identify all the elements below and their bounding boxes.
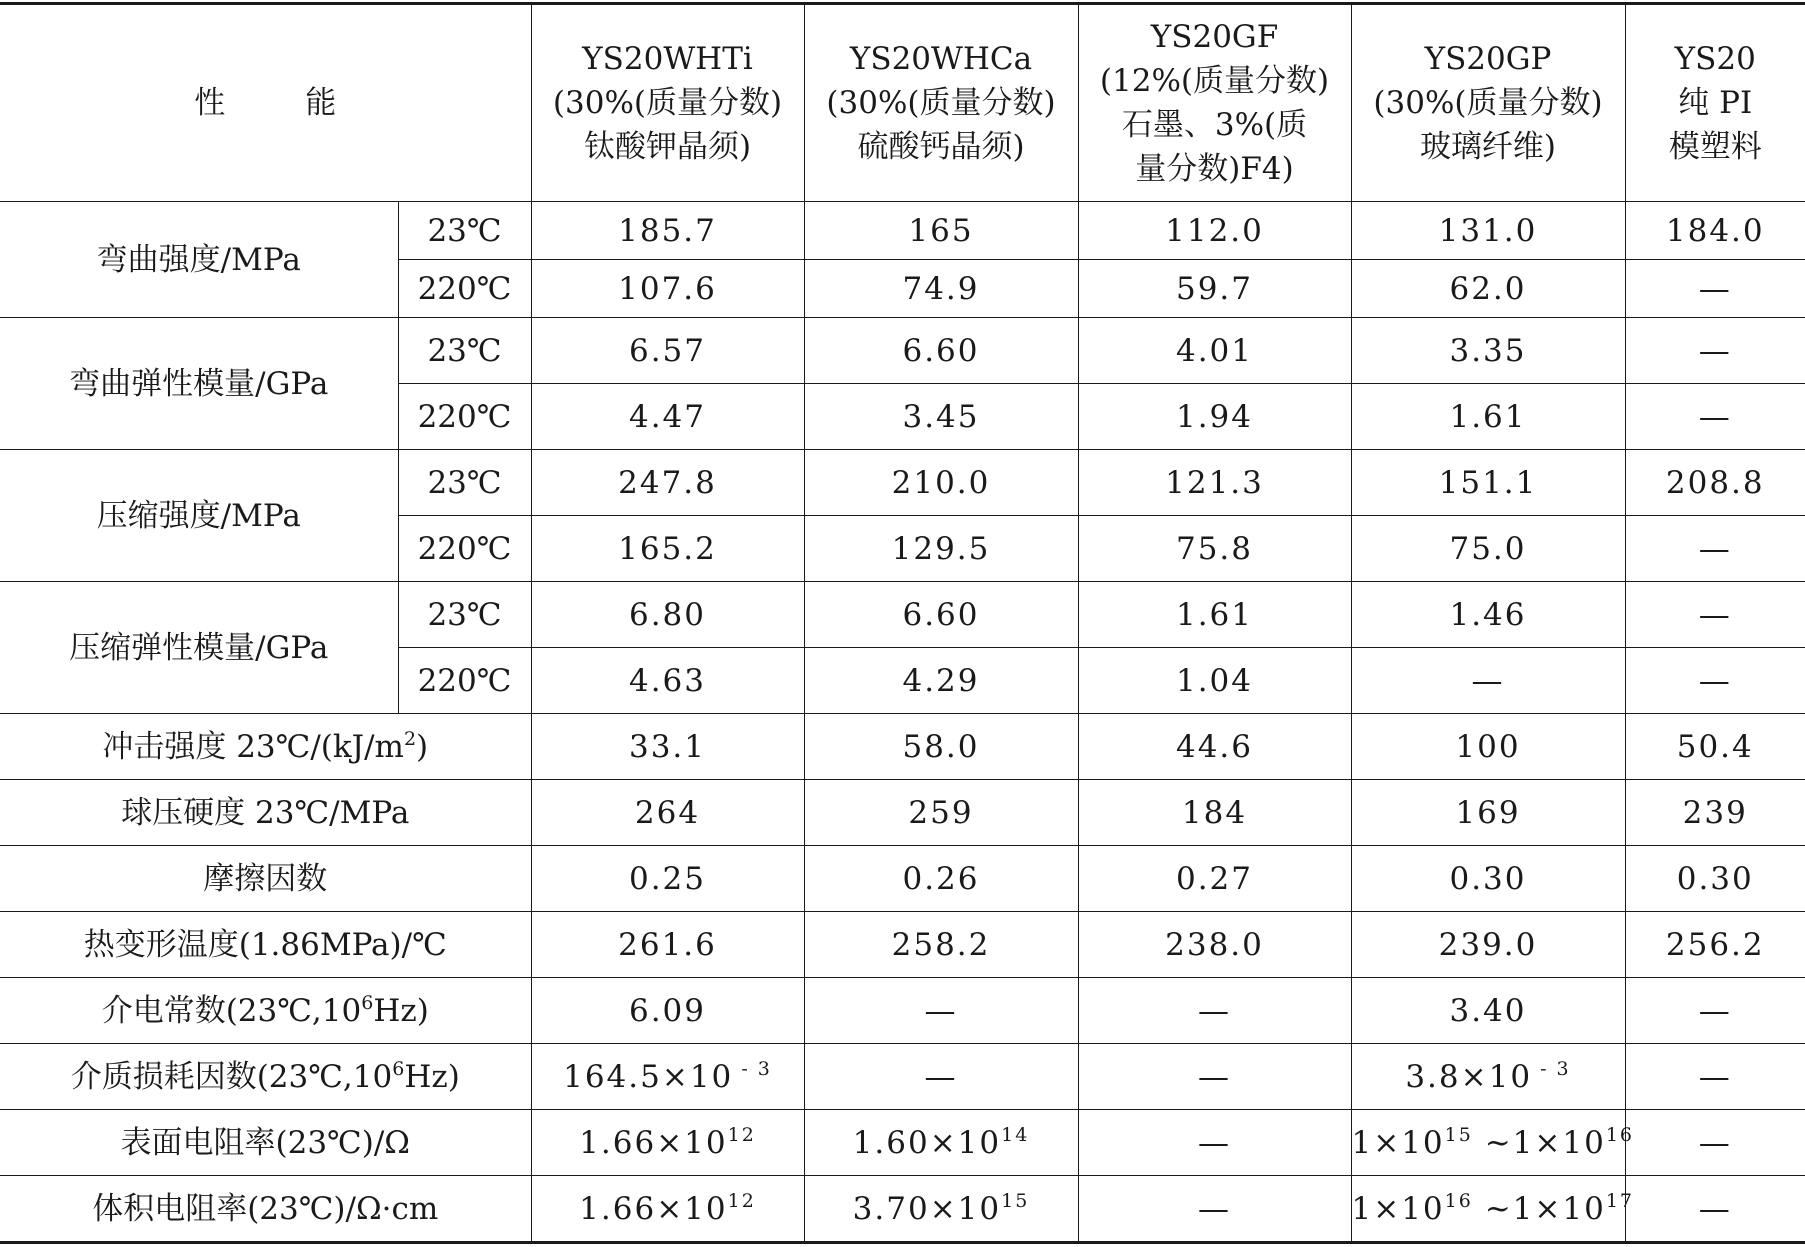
value-cell: 3.40 [1351, 978, 1625, 1044]
value-cell: 112.0 [1078, 202, 1351, 260]
value-cell: — [1625, 1044, 1805, 1110]
value-cell: 4.01 [1078, 318, 1351, 384]
value-cell: — [1625, 516, 1805, 582]
table-body [0, 202, 1805, 1243]
property-name: 介电常数$(23℃,10^6Hz)$ [0, 978, 531, 1044]
property-name: 热变形温度(1.86MPa)/℃ [0, 912, 531, 978]
value-cell: $1.66\times 10^{12}$ [531, 1176, 804, 1243]
property-name: 体积电阻率(23℃)/Ω·cm [0, 1176, 531, 1243]
value-cell: — [1078, 1110, 1351, 1176]
value-cell: — [804, 978, 1078, 1044]
header-col-4 [1351, 4, 1625, 202]
header-col-2-line: 硫酸钙晶须) [857, 129, 1025, 165]
header-col-5 [1625, 4, 1805, 202]
value-cell: 44.6 [1078, 714, 1351, 780]
label-superscript: 6 [361, 991, 374, 1014]
value-cell: — [1078, 1176, 1351, 1243]
value-cell: $1.60\times 10^{14}$ [804, 1110, 1078, 1176]
value-cell: 164.5×10 $^{- 3}$ [531, 1044, 804, 1110]
header-col-4-line: 玻璃纤维) [1419, 129, 1557, 165]
exponent: 16 [1605, 1123, 1635, 1146]
property-name: 球压硬度 23℃/MPa [0, 780, 531, 846]
value-cell: 239 [1625, 780, 1805, 846]
value-cell: 259 [804, 780, 1078, 846]
property-name: 摩擦因数 [0, 846, 531, 912]
value-cell: 169 [1351, 780, 1625, 846]
value-cell: 210.0 [804, 450, 1078, 516]
property-name: 冲击强度 $23℃/(kJ/m^2)$ [0, 714, 531, 780]
temperature-cell: 220℃ [398, 648, 531, 714]
value-cell: 184.0 [1625, 202, 1805, 260]
header-col-2-line: YS20WHCa [849, 41, 1033, 77]
label-superscript: 2 [403, 727, 417, 750]
value-cell: 1.61 [1078, 582, 1351, 648]
property-name: 压缩强度/MPa [0, 450, 398, 582]
value-cell: 165.2 [531, 516, 804, 582]
exponent: 16 [1444, 1189, 1473, 1212]
exponent: 14 [1001, 1123, 1030, 1146]
value-cell: 3.8×10 $^{- 3}$ [1351, 1044, 1625, 1110]
value-cell: 1.04 [1078, 648, 1351, 714]
header-col-1-line: YS20WHTi [582, 41, 753, 77]
value-cell: 131.0 [1351, 202, 1625, 260]
value-cell: 264 [531, 780, 804, 846]
value-cell: 0.25 [531, 846, 804, 912]
value-cell: — [1625, 582, 1805, 648]
header-property [0, 4, 531, 202]
value-cell: 208.8 [1625, 450, 1805, 516]
value-cell: — [1625, 978, 1805, 1044]
table-row [0, 1110, 1805, 1176]
table-row [0, 1044, 1805, 1110]
header-col-5-line: 模塑料 [1668, 129, 1762, 165]
value-cell: 247.8 [531, 450, 804, 516]
exponent: - 3 [1532, 1057, 1571, 1080]
exponent: 17 [1605, 1189, 1635, 1212]
properties-table [0, 2, 1805, 1244]
value-cell: 121.3 [1078, 450, 1351, 516]
value-cell: 184 [1078, 780, 1351, 846]
header-row [0, 4, 1805, 202]
value-cell: 256.2 [1625, 912, 1805, 978]
table-row [0, 780, 1805, 846]
value-cell: — [1625, 648, 1805, 714]
property-name: 压缩弹性模量/GPa [0, 582, 398, 714]
label-superscript: 6 [392, 1057, 405, 1080]
value-cell: — [1078, 978, 1351, 1044]
table-row [0, 912, 1805, 978]
value-cell: — [1625, 260, 1805, 318]
value-cell: 58.0 [804, 714, 1078, 780]
value-cell: 185.7 [531, 202, 804, 260]
header-col-3 [1078, 4, 1351, 202]
value-cell: $1.66\times 10^{12}$ [531, 1110, 804, 1176]
exponent: - 3 [733, 1057, 772, 1080]
temperature-cell: 23℃ [398, 450, 531, 516]
value-cell: 75.8 [1078, 516, 1351, 582]
header-col-3-line: YS20GF [1150, 19, 1279, 55]
value-cell: 75.0 [1351, 516, 1625, 582]
value-cell: — [804, 1044, 1078, 1110]
value-cell: — [1625, 384, 1805, 450]
value-cell: 238.0 [1078, 912, 1351, 978]
table-row [0, 714, 1805, 780]
value-cell: 165 [804, 202, 1078, 260]
value-cell: 6.80 [531, 582, 804, 648]
temperature-cell: 23℃ [398, 582, 531, 648]
value-cell: — [1351, 648, 1625, 714]
value-cell: $1\times 10^{16}$ $\sim 1\times 10^{17}$ [1351, 1176, 1625, 1243]
value-cell: 239.0 [1351, 912, 1625, 978]
header-col-1 [531, 4, 804, 202]
header-col-4-line: (30%(质量分数) [1373, 85, 1603, 121]
temperature-cell: 23℃ [398, 202, 531, 260]
header-col-1-line: (30%(质量分数) [552, 85, 783, 121]
property-name: 弯曲强度/MPa [0, 202, 398, 318]
value-cell: 6.57 [531, 318, 804, 384]
value-cell: 3.35 [1351, 318, 1625, 384]
temperature-cell: 220℃ [398, 516, 531, 582]
property-name: 介质损耗因数$(23℃,10^6Hz)$ [0, 1044, 531, 1110]
value-cell: — [1625, 1176, 1805, 1243]
property-name: 弯曲弹性模量/GPa [0, 318, 398, 450]
header-col-1-line: 钛酸钾晶须) [583, 129, 752, 165]
value-cell: 0.26 [804, 846, 1078, 912]
value-cell: 6.60 [804, 582, 1078, 648]
header-property-char-2: 能 [305, 85, 337, 121]
table-row [0, 582, 1805, 648]
value-cell: 1.94 [1078, 384, 1351, 450]
value-cell: 59.7 [1078, 260, 1351, 318]
exponent: 12 [727, 1189, 756, 1212]
value-cell: 1.61 [1351, 384, 1625, 450]
table-row [0, 978, 1805, 1044]
header-col-3-line: (12%(质量分数) [1099, 63, 1330, 99]
value-cell: 33.1 [531, 714, 804, 780]
header-property-char-1: 性 [194, 85, 226, 121]
value-cell: 50.4 [1625, 714, 1805, 780]
value-cell: 129.5 [804, 516, 1078, 582]
value-cell: 261.6 [531, 912, 804, 978]
value-cell: 258.2 [804, 912, 1078, 978]
exponent: 15 [1001, 1189, 1030, 1212]
table-row [0, 1176, 1805, 1243]
header-col-3-line: 石墨、3%(质 [1121, 107, 1308, 143]
table-row [0, 450, 1805, 516]
value-cell: 107.6 [531, 260, 804, 318]
header-col-5-line: YS20 [1674, 41, 1756, 77]
value-cell: 6.60 [804, 318, 1078, 384]
table-row [0, 846, 1805, 912]
value-cell: 0.27 [1078, 846, 1351, 912]
exponent: 15 [1444, 1123, 1473, 1146]
value-cell: — [1078, 1044, 1351, 1110]
value-cell: 0.30 [1351, 846, 1625, 912]
value-cell: 4.29 [804, 648, 1078, 714]
value-cell: 6.09 [531, 978, 804, 1044]
value-cell: 3.45 [804, 384, 1078, 450]
header-col-2 [804, 4, 1078, 202]
value-cell: — [1625, 318, 1805, 384]
temperature-cell: 220℃ [398, 260, 531, 318]
value-cell: $3.70\times 10^{15}$ [804, 1176, 1078, 1243]
value-cell: — [1625, 1110, 1805, 1176]
header-col-5-line: 纯 PI [1678, 85, 1753, 121]
temperature-cell: 220℃ [398, 384, 531, 450]
header-col-2-line: (30%(质量分数) [826, 85, 1056, 121]
value-cell: 74.9 [804, 260, 1078, 318]
header-col-3-line: 量分数)F4) [1135, 151, 1294, 187]
value-cell: $1\times 10^{15}$ $\sim 1\times 10^{16}$ [1351, 1110, 1625, 1176]
property-name: 表面电阻率(23℃)/Ω [0, 1110, 531, 1176]
table-row [0, 318, 1805, 384]
value-cell: 1.46 [1351, 582, 1625, 648]
value-cell: 100 [1351, 714, 1625, 780]
value-cell: 0.30 [1625, 846, 1805, 912]
value-cell: 4.63 [531, 648, 804, 714]
value-cell: 62.0 [1351, 260, 1625, 318]
temperature-cell: 23℃ [398, 318, 531, 384]
value-cell: 4.47 [531, 384, 804, 450]
header-col-4-line: YS20GP [1424, 41, 1552, 77]
table-row [0, 202, 1805, 260]
value-cell: 151.1 [1351, 450, 1625, 516]
exponent: 12 [727, 1123, 756, 1146]
